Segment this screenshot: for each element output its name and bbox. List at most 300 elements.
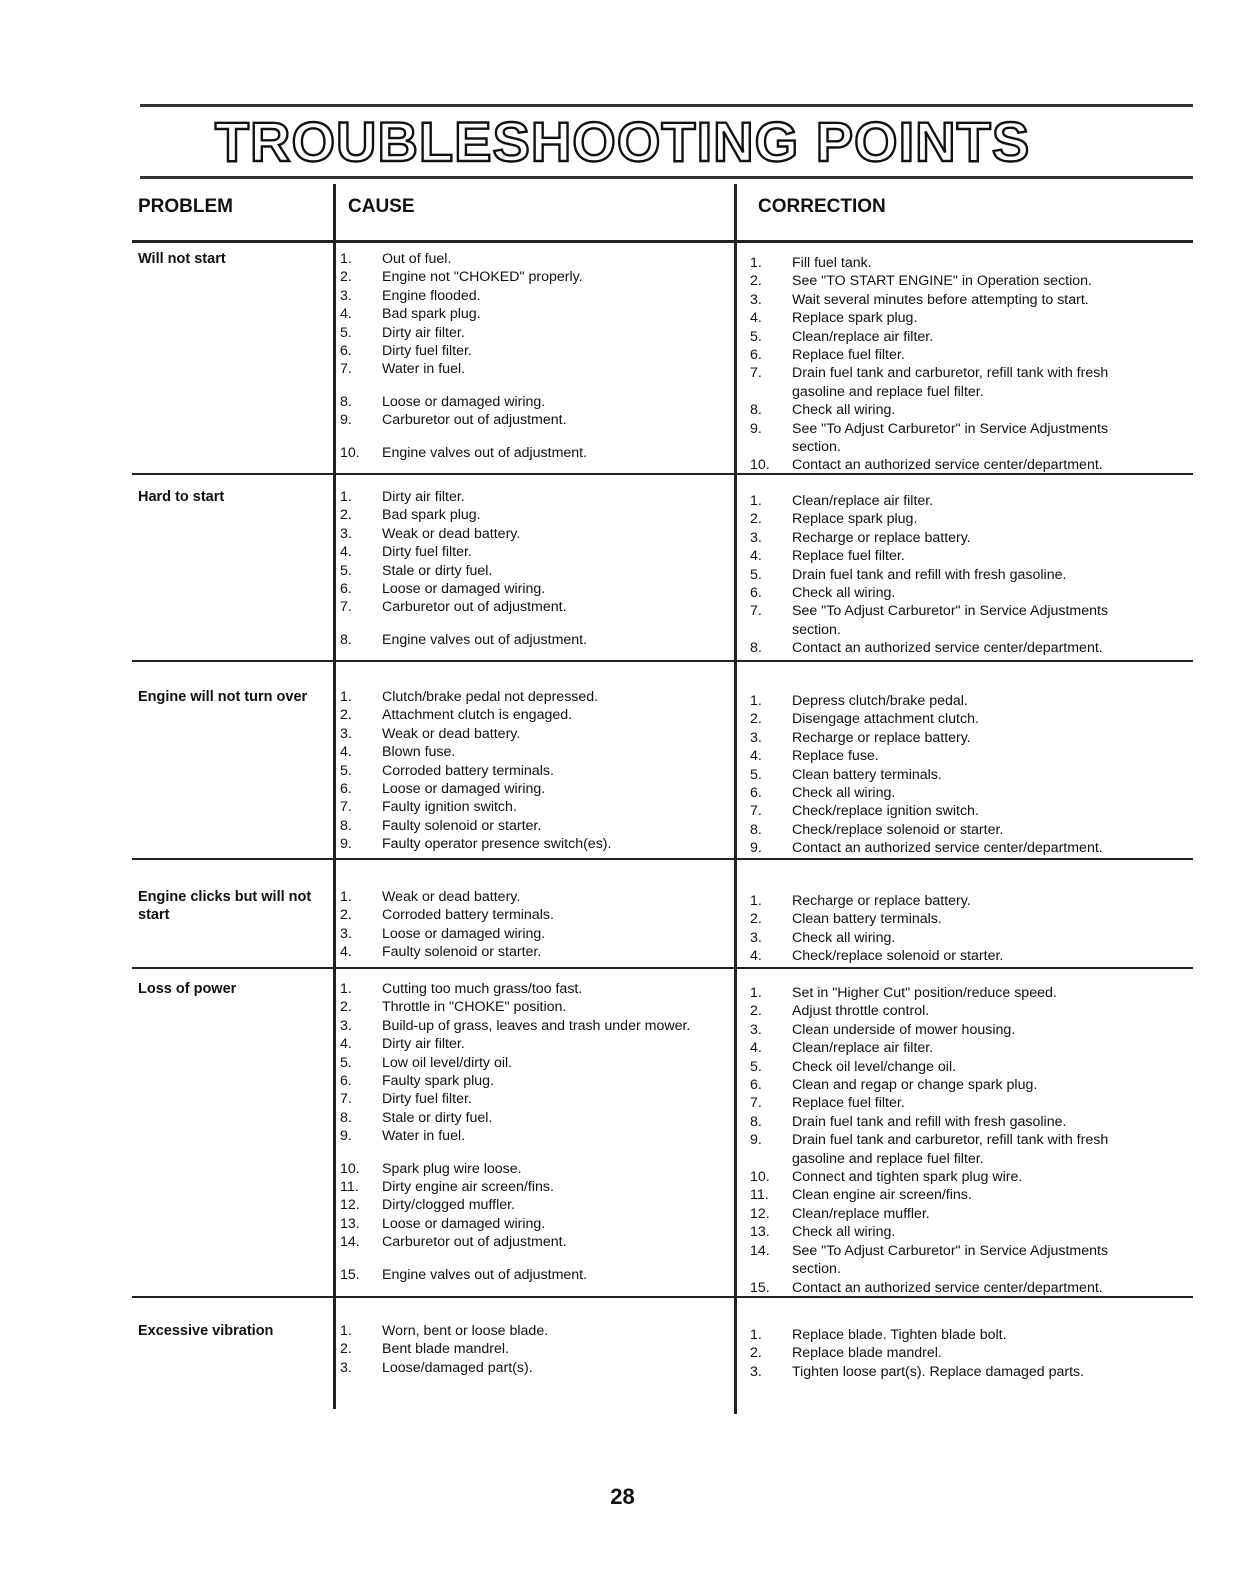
item-text: Clean/replace air filter. [792, 1040, 934, 1057]
item-text: Spark plug wire loose. [382, 1160, 522, 1177]
problem-label: Hard to start [138, 489, 225, 505]
cause-item [340, 817, 730, 835]
item-text: Weak or dead battery. [382, 725, 521, 742]
item-text: See "To Adjust Carburetor" in Service Adjustments [792, 420, 1109, 437]
item-number: 2. [340, 507, 352, 524]
item-text: Recharge or replace battery. [792, 729, 971, 746]
item-number: 2. [340, 269, 352, 286]
item-text: Disengage attachment clutch. [792, 711, 979, 728]
cause-item [340, 1054, 730, 1072]
page-number: 28 [610, 1484, 635, 1509]
item-text: Worn, bent or loose blade. [382, 1323, 549, 1339]
cause-item [340, 1109, 730, 1127]
item-text: Clean underside of mower housing. [792, 1021, 1016, 1038]
item-text: Dirty fuel filter. [382, 343, 472, 360]
header-cause: CAUSE [348, 196, 415, 217]
cause-item [340, 1196, 730, 1214]
item-text: Check all wiring. [792, 402, 896, 419]
item-number: 5. [340, 1054, 352, 1071]
cause-item [340, 1266, 730, 1284]
correction-item [750, 984, 1190, 1002]
item-number: 9. [340, 1128, 352, 1145]
item-number: 2. [340, 1341, 352, 1358]
correction-item [750, 1150, 1190, 1168]
item-number: 1. [340, 889, 352, 905]
cause-list [340, 888, 730, 962]
cause-item [340, 943, 730, 961]
item-number: 3. [340, 1017, 352, 1034]
correction-list [750, 1326, 1190, 1381]
cause-item [340, 360, 730, 378]
item-number: 10. [750, 457, 770, 474]
header-correction: CORRECTION [758, 196, 886, 217]
top-rule [140, 104, 1193, 107]
item-number: 12. [340, 1197, 360, 1214]
correction-item [750, 1168, 1190, 1186]
item-number: 4. [340, 306, 352, 323]
cause-item [340, 688, 730, 706]
column-divider-correction [734, 184, 737, 1414]
item-number: 7. [340, 599, 352, 616]
item-text: Water in fuel. [382, 361, 466, 378]
item-text: Bent blade mandrel. [382, 1341, 509, 1358]
item-text: section. [792, 439, 841, 456]
cause-item [340, 1017, 730, 1035]
correction-item [750, 929, 1190, 947]
item-number: 2. [750, 711, 762, 728]
item-number: 14. [340, 1234, 360, 1251]
item-number: 13. [750, 1224, 770, 1241]
item-number: 4. [750, 948, 762, 965]
item-text: Replace fuel filter. [792, 347, 905, 364]
item-number: 8. [750, 1113, 762, 1130]
item-text: Loose or damaged wiring. [382, 925, 546, 942]
item-number: 9. [750, 1132, 762, 1149]
item-text: Replace fuel filter. [792, 1095, 905, 1112]
item-number: 6. [340, 343, 352, 360]
item-text: Clean/replace air filter. [792, 328, 934, 345]
item-text: Clean/replace air filter. [792, 493, 934, 509]
item-number: 3. [750, 529, 762, 546]
correction-item [750, 784, 1190, 802]
item-number: 3. [340, 1359, 352, 1376]
item-number: 3. [340, 725, 352, 742]
item-number: 8. [750, 640, 762, 657]
item-number: 12. [750, 1205, 770, 1222]
item-number: 5. [750, 1058, 762, 1075]
item-number: 1. [340, 689, 352, 705]
item-text: Adjust throttle control. [792, 1003, 930, 1020]
item-text: Out of fuel. [382, 251, 452, 267]
cause-list [340, 488, 730, 649]
correction-item [750, 1094, 1190, 1112]
item-number: 1. [340, 489, 352, 505]
item-text: Drain fuel tank and refill with fresh gasoline. [792, 566, 1067, 583]
item-text: Check oil level/change oil. [792, 1058, 957, 1075]
correction-item [750, 420, 1190, 438]
item-text: Contact an authorized service center/department. [792, 840, 1103, 857]
item-number: 1. [340, 1323, 352, 1339]
item-number: 5. [750, 566, 762, 583]
title-rule [140, 176, 1193, 179]
item-text: Clean battery terminals. [792, 911, 942, 928]
item-text: Clean battery terminals. [792, 766, 942, 783]
item-number: 15. [750, 1279, 770, 1296]
cause-item [340, 706, 730, 724]
item-text: Fill fuel tank. [792, 255, 872, 271]
correction-item [750, 291, 1190, 309]
correction-item [750, 766, 1190, 784]
cause-item [340, 287, 730, 305]
correction-item [750, 566, 1190, 584]
correction-item [750, 1131, 1190, 1149]
item-number: 6. [750, 785, 762, 802]
item-number: 2. [340, 907, 352, 924]
cause-item [340, 506, 730, 524]
cause-item [340, 305, 730, 323]
item-number: 6. [340, 581, 352, 598]
item-text: Bad spark plug. [382, 507, 481, 524]
item-text: Faulty spark plug. [382, 1073, 494, 1090]
item-number: 4. [750, 1040, 762, 1057]
correction-item [750, 910, 1190, 928]
correction-item [750, 510, 1190, 528]
problem-label: Excessive vibration [138, 1323, 274, 1339]
item-text: Faulty ignition switch. [382, 799, 517, 816]
correction-item [750, 1039, 1190, 1057]
item-text: Weak or dead battery. [382, 525, 521, 542]
correction-item [750, 1021, 1190, 1039]
item-text: See "TO START ENGINE" in Operation section. [792, 273, 1092, 290]
item-number: 9. [340, 836, 352, 853]
correction-item [750, 492, 1190, 510]
header-rule [132, 240, 1193, 243]
correction-item [750, 1344, 1190, 1362]
item-text: section. [792, 621, 841, 638]
correction-list [750, 692, 1190, 858]
correction-item [750, 346, 1190, 364]
correction-item [750, 892, 1190, 910]
cause-item [340, 562, 730, 580]
item-text: Replace blade mandrel. [792, 1345, 942, 1362]
item-text: Clean and regap or change spark plug. [792, 1077, 1038, 1094]
correction-list [750, 254, 1190, 475]
item-number: 2. [750, 1003, 762, 1020]
item-number: 6. [750, 1077, 762, 1094]
item-number: 2. [750, 1345, 762, 1362]
item-number: 3. [750, 929, 762, 946]
item-text: Check/replace solenoid or starter. [792, 821, 1004, 838]
correction-item [750, 1363, 1190, 1381]
item-text: Depress clutch/brake pedal. [792, 693, 968, 709]
page-title: TROUBLESHOOTING POINTS [214, 110, 1031, 173]
correction-item [750, 639, 1190, 657]
correction-item [750, 1326, 1190, 1344]
item-text: Dirty air filter. [382, 1036, 465, 1053]
item-number: 7. [340, 1091, 352, 1108]
cause-list [340, 688, 730, 854]
item-text: See "To Adjust Carburetor" in Service Adjustments [792, 603, 1109, 620]
item-number: 7. [750, 1095, 762, 1112]
item-text: Drain fuel tank and refill with fresh gasoline. [792, 1113, 1067, 1130]
cause-list [340, 1322, 730, 1377]
item-number: 2. [750, 511, 762, 528]
item-text: Blown fuse. [382, 744, 456, 761]
item-text: Bad spark plug. [382, 306, 481, 323]
item-number: 1. [340, 981, 352, 997]
item-text: Carburetor out of adjustment. [382, 412, 567, 429]
item-text: Loose/damaged part(s). [382, 1359, 533, 1376]
item-number: 1. [340, 251, 352, 267]
correction-item [750, 438, 1190, 456]
correction-item [750, 456, 1190, 474]
item-text: Engine valves out of adjustment. [382, 631, 588, 648]
correction-list [750, 984, 1190, 1297]
item-number: 8. [340, 393, 352, 410]
item-text: Replace spark plug. [792, 310, 918, 327]
item-text: Low oil level/dirty oil. [382, 1054, 513, 1071]
item-number: 8. [340, 817, 352, 834]
item-text: section. [792, 1261, 841, 1278]
item-text: Faulty solenoid or starter. [382, 817, 542, 834]
item-text: See "To Adjust Carburetor" in Service Adjustments [792, 1242, 1109, 1259]
item-number: 9. [340, 412, 352, 429]
cause-item [340, 525, 730, 543]
item-text: Dirty air filter. [382, 489, 465, 505]
item-number: 1. [750, 493, 762, 509]
correction-item [750, 729, 1190, 747]
item-number: 13. [340, 1215, 360, 1232]
cause-item [340, 1072, 730, 1090]
item-number: 2. [340, 707, 352, 724]
correction-list [750, 892, 1190, 966]
item-number: 11. [340, 1179, 359, 1196]
correction-item [750, 529, 1190, 547]
item-number: 3. [750, 1363, 762, 1380]
cause-item [340, 980, 730, 998]
item-text: Wait several minutes before attempting to start. [792, 291, 1089, 308]
column-divider-cause [333, 184, 336, 1409]
item-text: Loose or damaged wiring. [382, 581, 546, 598]
cause-item [340, 598, 730, 616]
item-text: Drain fuel tank and carburetor, refill tank with fresh [792, 1132, 1109, 1149]
correction-item [750, 1279, 1190, 1297]
item-number: 7. [340, 799, 352, 816]
cause-item [340, 268, 730, 286]
section-rule [132, 967, 1193, 969]
correction-item [750, 1186, 1190, 1204]
item-text: gasoline and replace fuel filter. [792, 1150, 984, 1167]
section-rule [132, 660, 1193, 662]
header-problem: PROBLEM [138, 196, 233, 217]
correction-item [750, 584, 1190, 602]
cause-item [340, 780, 730, 798]
item-number: 10. [340, 444, 360, 461]
cause-item [340, 543, 730, 561]
item-number: 1. [750, 255, 762, 271]
item-number: 10. [750, 1169, 770, 1186]
item-number: 8. [340, 1109, 352, 1126]
item-number: 3. [750, 291, 762, 308]
item-number: 3. [750, 729, 762, 746]
item-number: 14. [750, 1242, 770, 1259]
correction-item [750, 1242, 1190, 1260]
item-number: 3. [340, 525, 352, 542]
cause-item [340, 835, 730, 853]
cause-item [340, 580, 730, 598]
item-text: Loose or damaged wiring. [382, 393, 546, 410]
item-text: Contact an authorized service center/department. [792, 640, 1103, 657]
item-text: Check all wiring. [792, 585, 896, 602]
item-text: Dirty air filter. [382, 324, 465, 341]
cause-item [340, 925, 730, 943]
item-number: 2. [750, 273, 762, 290]
item-text: Check all wiring. [792, 929, 896, 946]
item-text: Stale or dirty fuel. [382, 1109, 493, 1126]
cause-list [340, 250, 730, 462]
cause-item [340, 1127, 730, 1145]
item-number: 5. [340, 562, 352, 579]
correction-item [750, 1058, 1190, 1076]
item-text: Cutting too much grass/too fast. [382, 981, 583, 997]
correction-item [750, 802, 1190, 820]
item-number: 7. [750, 803, 762, 820]
correction-item [750, 821, 1190, 839]
item-text: Recharge or replace battery. [792, 529, 971, 546]
item-text: Clutch/brake pedal not depressed. [382, 689, 599, 705]
item-number: 8. [750, 821, 762, 838]
cause-item [340, 250, 730, 268]
item-number: 3. [340, 287, 352, 304]
cause-item [340, 631, 730, 649]
correction-list [750, 492, 1190, 658]
cause-item [340, 1322, 730, 1340]
item-number: 3. [750, 1021, 762, 1038]
correction-item [750, 1076, 1190, 1094]
item-text: Contact an authorized service center/department. [792, 457, 1103, 474]
item-number: 6. [750, 347, 762, 364]
item-text: Check/replace solenoid or starter. [792, 948, 1004, 965]
item-number: 3. [340, 925, 352, 942]
cause-item [340, 762, 730, 780]
item-number: 5. [340, 762, 352, 779]
item-text: Stale or dirty fuel. [382, 562, 493, 579]
correction-item [750, 747, 1190, 765]
correction-item [750, 602, 1190, 620]
section-rule [132, 858, 1193, 860]
item-number: 4. [750, 748, 762, 765]
cause-item [340, 1215, 730, 1233]
correction-item [750, 309, 1190, 327]
item-number: 5. [750, 766, 762, 783]
item-text: Carburetor out of adjustment. [382, 599, 567, 616]
correction-item [750, 947, 1190, 965]
item-text: gasoline and replace fuel filter. [792, 383, 984, 400]
cause-item [340, 743, 730, 761]
cause-item [340, 324, 730, 342]
item-number: 7. [750, 365, 762, 382]
item-text: Dirty engine air screen/fins. [382, 1179, 554, 1196]
correction-item [750, 1260, 1190, 1278]
cause-item [340, 488, 730, 506]
item-text: Check all wiring. [792, 1224, 896, 1241]
item-number: 4. [340, 544, 352, 561]
correction-item [750, 547, 1190, 565]
item-number: 9. [750, 840, 762, 857]
cause-item [340, 798, 730, 816]
problem-label: Will not start [138, 251, 226, 267]
item-text: Connect and tighten spark plug wire. [792, 1169, 1023, 1186]
item-text: Replace blade. Tighten blade bolt. [792, 1327, 1007, 1343]
item-number: 11. [750, 1187, 769, 1204]
item-text: Faulty operator presence switch(es). [382, 836, 612, 853]
item-number: 1. [750, 985, 762, 1001]
item-number: 7. [750, 603, 762, 620]
item-number: 4. [340, 944, 352, 961]
correction-item [750, 1205, 1190, 1223]
item-text: Carburetor out of adjustment. [382, 1234, 567, 1251]
cause-item [340, 725, 730, 743]
item-number: 2. [750, 911, 762, 928]
item-number: 15. [340, 1266, 360, 1283]
item-number: 1. [750, 893, 762, 909]
cause-item [340, 1090, 730, 1108]
cause-item [340, 906, 730, 924]
correction-item [750, 692, 1190, 710]
item-text: Clean/replace muffler. [792, 1205, 930, 1222]
item-text: Replace spark plug. [792, 511, 918, 528]
item-number: 6. [340, 781, 352, 798]
item-text: Engine not "CHOKED" properly. [382, 269, 583, 286]
correction-item [750, 1223, 1190, 1241]
item-text: Corroded battery terminals. [382, 907, 554, 924]
item-text: Attachment clutch is engaged. [382, 707, 573, 724]
item-text: Recharge or replace battery. [792, 893, 971, 909]
item-text: Replace fuel filter. [792, 548, 905, 565]
item-number: 8. [340, 631, 352, 648]
item-number: 1. [750, 693, 762, 709]
cause-item [340, 411, 730, 429]
correction-item [750, 364, 1190, 382]
item-number: 6. [750, 585, 762, 602]
correction-item [750, 272, 1190, 290]
item-text: Engine valves out of adjustment. [382, 1266, 588, 1283]
item-text: Check all wiring. [792, 785, 896, 802]
item-text: Tighten loose part(s). Replace damaged parts. [792, 1363, 1085, 1380]
cause-item [340, 393, 730, 411]
item-text: Throttle in "CHOKE" position. [382, 999, 567, 1016]
item-text: Water in fuel. [382, 1128, 466, 1145]
item-text: Contact an authorized service center/department. [792, 1279, 1103, 1296]
problem-label: Loss of power [138, 981, 237, 997]
cause-item [340, 888, 730, 906]
item-text: Check/replace ignition switch. [792, 803, 979, 820]
item-text: Set in "Higher Cut" position/reduce speed. [792, 985, 1057, 1001]
item-text: Dirty/clogged muffler. [382, 1197, 515, 1214]
item-text: Replace fuse. [792, 748, 879, 765]
item-number: 5. [340, 324, 352, 341]
item-number: 5. [750, 328, 762, 345]
item-text: Dirty fuel filter. [382, 1091, 472, 1108]
cause-item [340, 342, 730, 360]
item-number: 7. [340, 361, 352, 378]
item-text: Weak or dead battery. [382, 889, 521, 905]
cause-item [340, 1359, 730, 1377]
cause-item [340, 1178, 730, 1196]
cause-list [340, 980, 730, 1284]
item-number: 4. [340, 744, 352, 761]
correction-item [750, 328, 1190, 346]
